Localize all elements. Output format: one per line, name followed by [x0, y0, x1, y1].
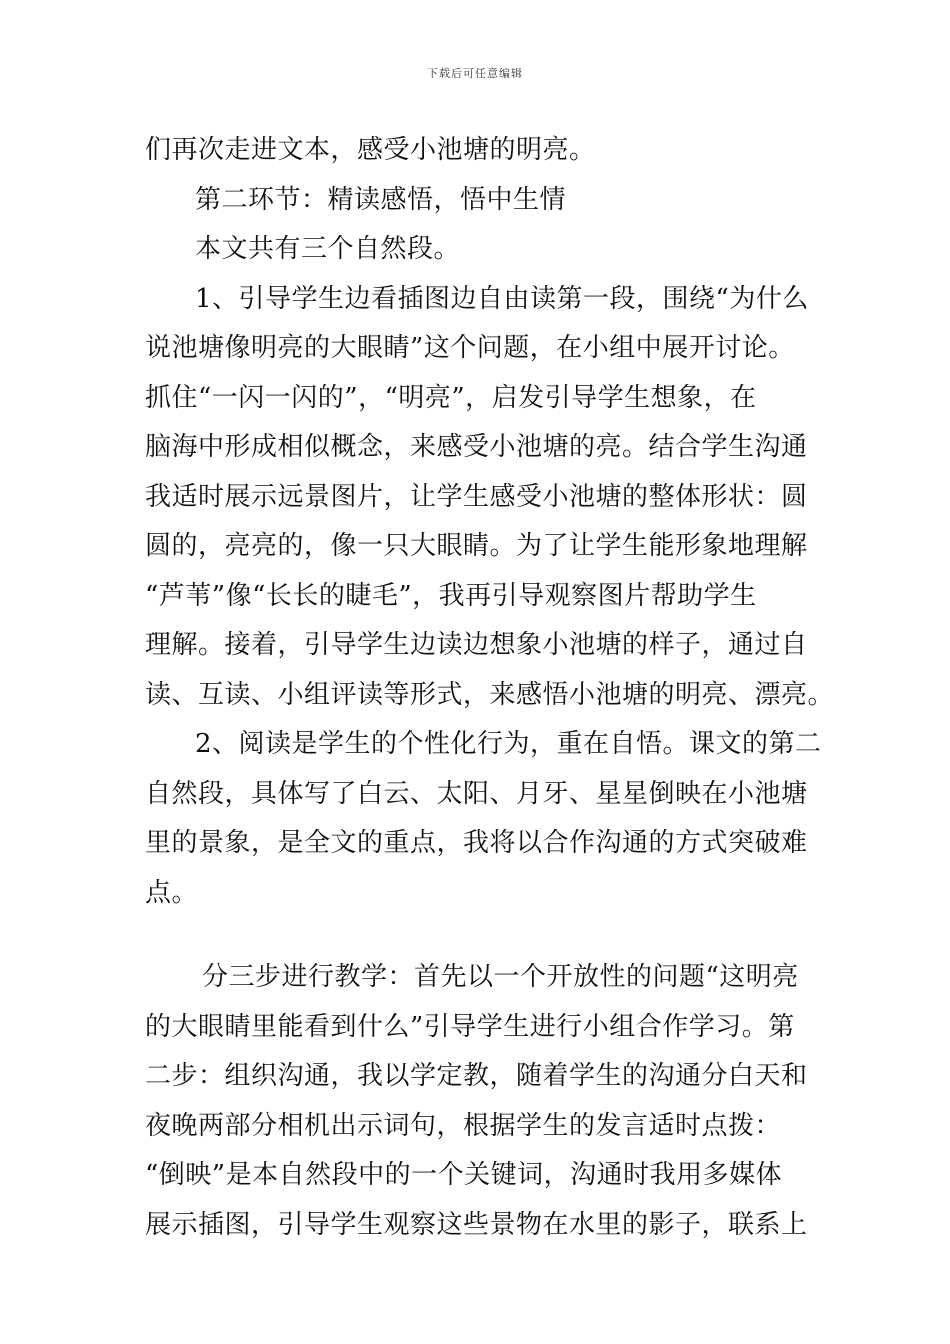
text-line: 本文共有三个自然段。: [195, 234, 461, 264]
text-line: 抓住“一闪一闪的”，“明亮”，启发引导学生想象，在: [145, 382, 757, 413]
text-line: 脑海中形成相似概念，来感受小池塘的亮。结合学生沟通: [145, 432, 808, 462]
text-line: 们再次走进文本，感受小池塘的明亮。: [145, 135, 596, 165]
text-line: 分三步进行教学：首先以一个开放性的问题“这明亮: [202, 962, 799, 992]
text-line: 我适时展示远景图片，让学生感受小池塘的整体形状：圆: [145, 481, 808, 512]
text-line: 第二环节：精读感悟，悟中生情: [195, 184, 567, 215]
text-line: 理解。接着，引导学生边读边想象小池塘的样子，通过自: [145, 630, 808, 660]
text-line: 圆的，亮亮的，像一只大眼睛。为了让学生能形象地理解: [145, 531, 808, 561]
text-line: 二步：组织沟通，我以学定教，随着学生的沟通分白天和: [145, 1061, 808, 1091]
text-line: “芦苇”像“长长的睫毛”，我再引导观察图片帮助学生: [145, 580, 757, 611]
paragraph-gap: [145, 918, 810, 953]
text-line: 里的景象，是全文的重点，我将以合作沟通的方式突破难: [145, 828, 808, 858]
text-line: 展示插图，引导学生观察这些景物在水里的影子，联系上: [145, 1209, 808, 1240]
text-line: 点。: [145, 877, 199, 908]
text-line: “倒映”是本自然段中的一个关键词，沟通时我用多媒体: [145, 1160, 783, 1190]
page-header: 下载后可任意编辑: [427, 67, 523, 80]
text-line: 自然段，具体写了白云、太阳、月牙、星星倒映在小池塘: [145, 778, 808, 809]
text-line: 说池塘像明亮的大眼睛”这个问题，在小组中展开讨论。: [145, 333, 795, 363]
text-line: 读、互读、小组评读等形式，来感悟小池塘的明亮、漂亮。: [145, 679, 835, 710]
text-line: 的大眼睛里能看到什么”引导学生进行小组合作学习。第: [145, 1011, 795, 1042]
text-line: 夜晚两部分相机出示词句，根据学生的发言适时点拨：: [145, 1110, 782, 1141]
document-body: [145, 126, 835, 1250]
text-line: 1、引导学生边看插图边自由读第一段，围绕“为什么: [195, 283, 809, 314]
text-line: 2、阅读是学生的个性化行为，重在自悟。课文的第二: [195, 729, 822, 759]
